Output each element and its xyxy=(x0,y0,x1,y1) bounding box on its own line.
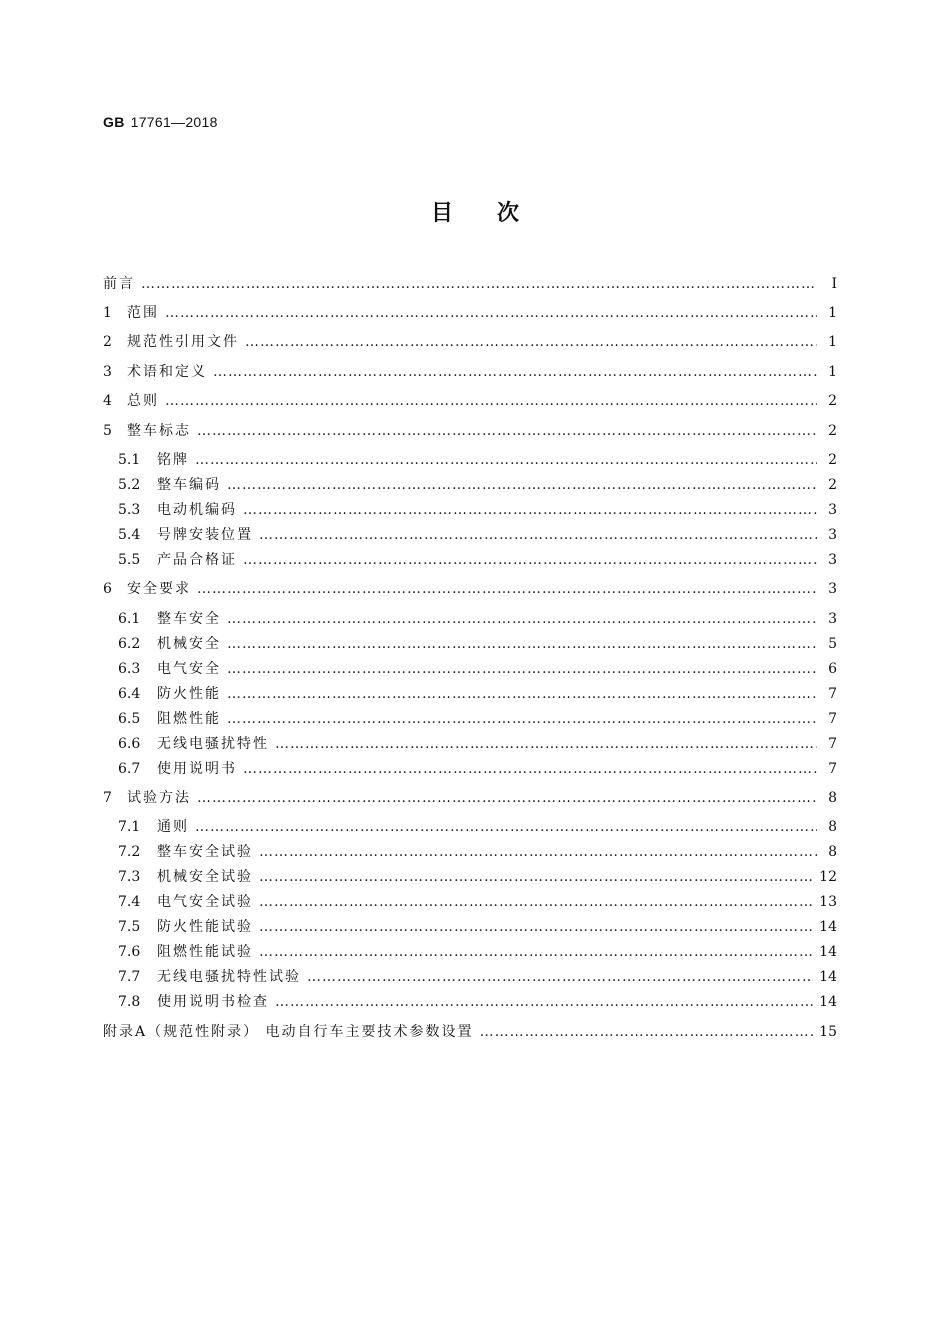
toc-entry-number: 6.6 xyxy=(118,736,141,752)
toc-entry-label: 无线电骚扰特性试验 xyxy=(157,969,301,985)
toc-entry-label: 铭牌 xyxy=(157,452,189,468)
toc-entry-page: 14 xyxy=(819,994,837,1010)
toc-leader-dots xyxy=(243,758,817,780)
toc-entry-number: 3 xyxy=(103,364,112,380)
toc-entry[interactable] xyxy=(103,361,837,383)
toc-entry-page: 14 xyxy=(819,969,837,985)
toc-leader-dots xyxy=(259,891,813,913)
toc-entry[interactable] xyxy=(103,273,837,295)
toc-entry-page: 2 xyxy=(828,452,837,468)
toc-entry-number: 1 xyxy=(103,305,112,321)
toc-entry[interactable] xyxy=(118,816,837,838)
toc-entry-number: 5.4 xyxy=(118,527,141,543)
toc-entry-page: 3 xyxy=(828,611,837,627)
toc-leader-dots xyxy=(243,549,817,571)
toc-entry[interactable] xyxy=(118,891,837,913)
toc-entry[interactable] xyxy=(118,499,837,521)
toc-entry-page: 6 xyxy=(828,661,837,677)
toc-entry-number: 6.2 xyxy=(118,636,141,652)
toc-entry-label: 试验方法 xyxy=(127,790,191,806)
toc-entry[interactable] xyxy=(103,390,837,412)
toc-entry-number: 5.5 xyxy=(118,552,141,568)
toc-leader-dots xyxy=(275,733,817,755)
toc-entry-label: 机械安全试验 xyxy=(157,869,253,885)
toc-entry-page: 8 xyxy=(828,819,837,835)
toc-entry-page: 8 xyxy=(828,844,837,860)
toc-entry-page: 7 xyxy=(828,736,837,752)
toc-entry-label: 电气安全 xyxy=(157,661,221,677)
toc-entry-page: 3 xyxy=(828,527,837,543)
toc-entry[interactable] xyxy=(118,758,837,780)
toc-entry-number: 2 xyxy=(103,334,112,350)
toc-entry-label: 范围 xyxy=(127,305,159,321)
standard-prefix: GB xyxy=(103,114,125,130)
toc-leader-dots xyxy=(197,420,817,442)
toc-entry-label: 整车安全 xyxy=(157,611,221,627)
toc-entry-page: 2 xyxy=(828,393,837,409)
toc-entry-label: 安全要求 xyxy=(127,581,191,597)
toc-entry-label: 规范性引用文件 xyxy=(127,334,239,350)
toc-leader-dots xyxy=(227,683,817,705)
toc-entry-page: 1 xyxy=(828,334,837,350)
toc-leader-dots xyxy=(213,361,817,383)
toc-entry-label: 电动机编码 xyxy=(157,502,237,518)
toc-entry[interactable] xyxy=(118,449,837,471)
toc-entry-label: 阻燃性能试验 xyxy=(157,944,253,960)
toc-entry-label: 产品合格证 xyxy=(157,552,237,568)
toc-entry-label: 总则 xyxy=(127,393,159,409)
toc-entry-page: 3 xyxy=(828,581,837,597)
toc-entry-page: 7 xyxy=(828,711,837,727)
toc-leader-dots xyxy=(197,787,817,809)
toc-leader-dots xyxy=(243,499,817,521)
toc-entry-page: 8 xyxy=(828,790,837,806)
toc-leader-dots xyxy=(197,578,817,600)
toc-entry[interactable] xyxy=(118,966,837,988)
standard-number: 17761—2018 xyxy=(130,114,218,130)
standard-code xyxy=(103,114,218,130)
toc-entry[interactable] xyxy=(118,549,837,571)
toc-entry-number: 6.3 xyxy=(118,661,141,677)
toc-entry-label: 前言 xyxy=(103,276,135,292)
toc-entry-page: 14 xyxy=(819,919,837,935)
toc-entry-page: 1 xyxy=(828,364,837,380)
toc-entry-label: 防火性能试验 xyxy=(157,919,253,935)
toc-entry-label: 电气安全试验 xyxy=(157,894,253,910)
toc-entry[interactable] xyxy=(118,916,837,938)
toc-entry-page: 13 xyxy=(819,894,837,910)
toc-leader-dots xyxy=(259,941,813,963)
toc-entry-label: 号牌安装位置 xyxy=(157,527,253,543)
toc-entry[interactable] xyxy=(118,608,837,630)
toc-entry-number: 7.5 xyxy=(118,919,141,935)
toc-entry-number: 7.1 xyxy=(118,819,141,835)
toc-entry-number: 7 xyxy=(103,790,112,806)
toc-entry-number: 7.8 xyxy=(118,994,141,1010)
toc-entry-number: 7.6 xyxy=(118,944,141,960)
toc-entry[interactable] xyxy=(118,633,837,655)
toc-entry-number: 6.4 xyxy=(118,686,141,702)
toc-entry[interactable] xyxy=(118,658,837,680)
toc-leader-dots xyxy=(227,708,817,730)
toc-leader-dots xyxy=(259,841,817,863)
toc-entry-number: 7.7 xyxy=(118,969,141,985)
toc-entry-number: 7.2 xyxy=(118,844,141,860)
toc-entry-label: 整车安全试验 xyxy=(157,844,253,860)
toc-leader-dots xyxy=(275,991,813,1013)
toc-leader-dots xyxy=(245,331,817,353)
toc-entry-label: 整车编码 xyxy=(157,477,221,493)
toc-entry-page: 2 xyxy=(828,423,837,439)
toc-entry-number: 6.7 xyxy=(118,761,141,777)
page-title: 目次 xyxy=(430,200,563,226)
toc-leader-dots xyxy=(195,449,817,471)
toc-leader-dots xyxy=(195,816,817,838)
toc-entry-number: 6.1 xyxy=(118,611,141,627)
toc-entry[interactable] xyxy=(118,941,837,963)
toc-entry[interactable] xyxy=(118,524,837,546)
toc-entry-label: 防火性能 xyxy=(157,686,221,702)
toc-entry-number: 5.2 xyxy=(118,477,141,493)
toc-entry-page: 7 xyxy=(828,686,837,702)
toc-entry[interactable] xyxy=(118,991,837,1013)
toc-leader-dots xyxy=(165,390,817,412)
toc-entry-label: 阻燃性能 xyxy=(157,711,221,727)
toc-entry-label: 通则 xyxy=(157,819,189,835)
toc-leader-dots xyxy=(259,916,813,938)
toc-entry-number: 5.1 xyxy=(118,452,141,468)
toc-leader-dots xyxy=(307,966,813,988)
toc-leader-dots xyxy=(259,524,817,546)
toc-entry-page: 14 xyxy=(819,944,837,960)
toc-entry-page: Ⅰ xyxy=(831,276,837,292)
toc-leader-dots xyxy=(227,474,817,496)
toc-entry[interactable] xyxy=(118,708,837,730)
toc-entry-number: 4 xyxy=(103,393,112,409)
toc-entry-number: 6 xyxy=(103,581,112,597)
toc-leader-dots xyxy=(227,633,817,655)
toc-entry[interactable] xyxy=(118,683,837,705)
toc-leader-dots xyxy=(259,866,813,888)
toc-entry[interactable] xyxy=(118,733,837,755)
toc-entry-number: 7.4 xyxy=(118,894,141,910)
toc-entry[interactable] xyxy=(103,302,837,324)
toc-entry-page: 12 xyxy=(819,869,837,885)
toc-entry-number: 5 xyxy=(103,423,112,439)
toc-entry[interactable] xyxy=(118,866,837,888)
toc-leader-dots xyxy=(165,302,817,324)
toc-entry[interactable] xyxy=(103,578,837,600)
toc-leader-dots xyxy=(480,1021,814,1043)
toc-entry[interactable] xyxy=(118,474,837,496)
toc-entry-label: 整车标志 xyxy=(127,423,191,439)
toc-entry-number: 5.3 xyxy=(118,502,141,518)
toc-entry-number: 7.3 xyxy=(118,869,141,885)
toc-entry-number: 6.5 xyxy=(118,711,141,727)
toc-entry[interactable] xyxy=(103,331,837,353)
toc-entry-label: 无线电骚扰特性 xyxy=(157,736,269,752)
toc-entry[interactable] xyxy=(118,841,837,863)
toc-entry-label: 机械安全 xyxy=(157,636,221,652)
toc-entry[interactable] xyxy=(103,420,837,442)
toc-entry-label: 使用说明书 xyxy=(157,761,237,777)
toc-leader-dots xyxy=(141,273,817,295)
toc-entry-label: 使用说明书检查 xyxy=(157,994,269,1010)
toc-entry-page: 7 xyxy=(828,761,837,777)
toc-entry-label: 附录A（规范性附录） 电动自行车主要技术参数设置 xyxy=(103,1024,474,1040)
toc-entry-page: 1 xyxy=(828,305,837,321)
toc-entry-label: 术语和定义 xyxy=(127,364,207,380)
toc-entry-page: 3 xyxy=(828,552,837,568)
toc-entry-page: 2 xyxy=(828,477,837,493)
toc-entry-page: 15 xyxy=(819,1024,837,1040)
toc-entry[interactable] xyxy=(103,787,837,809)
toc-entry[interactable] xyxy=(103,1021,837,1043)
toc-entry-page: 3 xyxy=(828,502,837,518)
toc-entry-page: 5 xyxy=(828,636,837,652)
toc-leader-dots xyxy=(227,658,817,680)
toc-leader-dots xyxy=(227,608,817,630)
